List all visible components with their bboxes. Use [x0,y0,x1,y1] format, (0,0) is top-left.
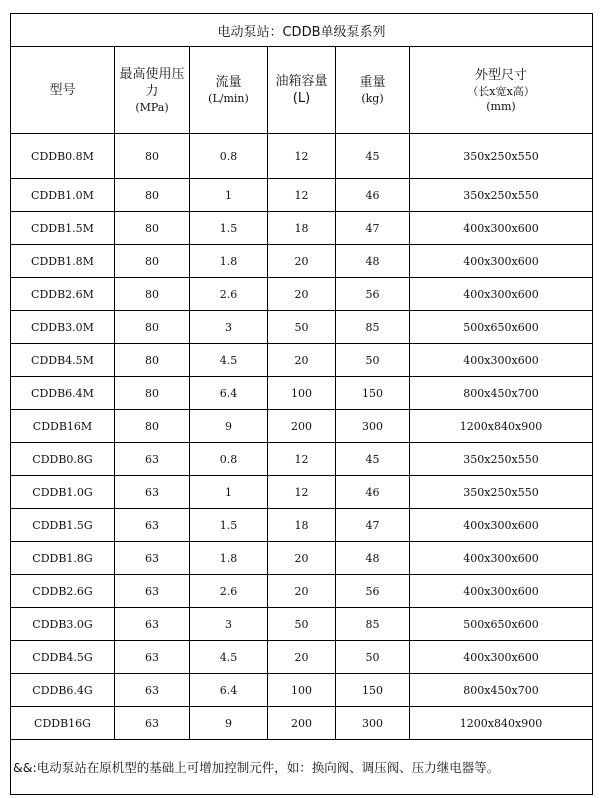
cell-flow: 2.6 [190,278,268,311]
cell-model: CDDB1.5G [11,509,115,542]
cell-model: CDDB2.6G [11,575,115,608]
header-pressure-unit: (MPa) [135,100,169,114]
cell-weight: 45 [336,134,410,179]
header-dimensions-label: 外型尺寸 [474,67,527,83]
table-row [11,179,593,212]
cell-dimensions: 350x250x550 [410,443,593,476]
cell-dimensions: 800x450x700 [410,674,593,707]
cell-pressure: 63 [115,608,190,641]
cell-tank: 20 [268,542,336,575]
cell-dimensions: 400x300x600 [410,245,593,278]
cell-weight: 300 [336,410,410,443]
cell-dimensions: 400x300x600 [410,575,593,608]
cell-dimensions: 400x300x600 [410,212,593,245]
table-row [11,443,593,476]
cell-dimensions: 400x300x600 [410,509,593,542]
cell-model: CDDB1.5M [11,212,115,245]
spec-table [10,13,593,795]
cell-weight: 48 [336,245,410,278]
header-weight-unit: (kg) [361,92,384,105]
cell-weight: 47 [336,509,410,542]
cell-tank: 100 [268,674,336,707]
cell-pressure: 80 [115,134,190,179]
cell-dimensions: 350x250x550 [410,179,593,212]
table-row [11,476,593,509]
table-row [11,344,593,377]
header-tank-label: 油箱容量(L) [275,74,328,106]
table-row [11,134,593,179]
cell-tank: 20 [268,344,336,377]
cell-dimensions: 400x300x600 [410,344,593,377]
cell-pressure: 80 [115,344,190,377]
cell-pressure: 80 [115,410,190,443]
cell-tank: 20 [268,245,336,278]
cell-weight: 56 [336,575,410,608]
header-pressure-label: 最高使用压力 [119,66,185,99]
header-flow-unit: (L/min) [208,92,249,105]
header-dimensions [410,47,593,134]
cell-model: CDDB1.8M [11,245,115,278]
cell-tank: 50 [268,311,336,344]
cell-weight: 50 [336,344,410,377]
cell-weight: 46 [336,476,410,509]
cell-tank: 200 [268,410,336,443]
cell-dimensions: 350x250x550 [410,476,593,509]
table-row [11,608,593,641]
cell-model: CDDB2.6M [11,278,115,311]
cell-pressure: 63 [115,641,190,674]
cell-model: CDDB0.8G [11,443,115,476]
cell-pressure: 80 [115,212,190,245]
cell-weight: 300 [336,707,410,740]
cell-flow: 1.5 [190,509,268,542]
cell-pressure: 63 [115,443,190,476]
table-title: 电动泵站：CDDB单级泵系列 [11,14,593,47]
header-row [11,47,593,134]
cell-dimensions: 500x650x600 [410,608,593,641]
header-pressure [115,47,190,134]
cell-flow: 3 [190,311,268,344]
cell-pressure: 63 [115,542,190,575]
cell-tank: 20 [268,575,336,608]
cell-tank: 12 [268,476,336,509]
cell-dimensions: 1200x840x900 [410,410,593,443]
cell-dimensions: 400x300x600 [410,278,593,311]
cell-pressure: 80 [115,179,190,212]
header-flow [190,47,268,134]
cell-flow: 1.5 [190,212,268,245]
cell-weight: 150 [336,377,410,410]
cell-weight: 85 [336,311,410,344]
header-model-label: 型号 [49,82,76,98]
table-row [11,410,593,443]
cell-pressure: 63 [115,674,190,707]
cell-dimensions: 800x450x700 [410,377,593,410]
cell-flow: 4.5 [190,344,268,377]
cell-pressure: 80 [115,311,190,344]
cell-model: CDDB16M [11,410,115,443]
cell-model: CDDB6.4M [11,377,115,410]
cell-model: CDDB3.0G [11,608,115,641]
table-row [11,575,593,608]
cell-weight: 50 [336,641,410,674]
header-flow-label: 流量 [215,75,242,90]
cell-dimensions: 400x300x600 [410,542,593,575]
cell-flow: 1.8 [190,542,268,575]
cell-model: CDDB16G [11,707,115,740]
cell-weight: 46 [336,179,410,212]
cell-flow: 9 [190,410,268,443]
cell-flow: 6.4 [190,377,268,410]
cell-tank: 200 [268,707,336,740]
cell-dimensions: 500x650x600 [410,311,593,344]
table-row [11,377,593,410]
cell-tank: 12 [268,179,336,212]
footnote: &&:电动泵站在原机型的基础上可增加控制元件，如：换向阀、调压阀、压力继电器等。 [11,740,593,795]
table-row [11,212,593,245]
cell-tank: 18 [268,212,336,245]
cell-pressure: 63 [115,509,190,542]
cell-flow: 1 [190,179,268,212]
cell-tank: 100 [268,377,336,410]
cell-pressure: 63 [115,476,190,509]
table-row [11,542,593,575]
cell-tank: 18 [268,509,336,542]
cell-pressure: 63 [115,707,190,740]
header-dimensions-unit: (mm) [486,99,516,113]
cell-flow: 1 [190,476,268,509]
cell-model: CDDB4.5G [11,641,115,674]
cell-model: CDDB1.0G [11,476,115,509]
cell-model: CDDB1.8G [11,542,115,575]
header-model [11,47,115,134]
header-weight [336,47,410,134]
cell-dimensions: 400x300x600 [410,641,593,674]
cell-tank: 20 [268,278,336,311]
cell-flow: 3 [190,608,268,641]
cell-weight: 56 [336,278,410,311]
cell-pressure: 63 [115,575,190,608]
cell-flow: 2.6 [190,575,268,608]
cell-weight: 150 [336,674,410,707]
cell-flow: 6.4 [190,674,268,707]
cell-weight: 45 [336,443,410,476]
header-dimensions-sub: （长x宽x高） [467,84,535,98]
cell-model: CDDB1.0M [11,179,115,212]
cell-tank: 12 [268,134,336,179]
cell-weight: 85 [336,608,410,641]
table-row [11,641,593,674]
header-tank [268,47,336,134]
table-row [11,278,593,311]
cell-flow: 0.8 [190,134,268,179]
cell-weight: 47 [336,212,410,245]
cell-weight: 48 [336,542,410,575]
cell-pressure: 80 [115,278,190,311]
cell-flow: 1.8 [190,245,268,278]
cell-pressure: 80 [115,245,190,278]
cell-tank: 50 [268,608,336,641]
cell-flow: 9 [190,707,268,740]
cell-pressure: 80 [115,377,190,410]
cell-dimensions: 1200x840x900 [410,707,593,740]
cell-model: CDDB6.4G [11,674,115,707]
cell-model: CDDB0.8M [11,134,115,179]
cell-tank: 20 [268,641,336,674]
cell-flow: 0.8 [190,443,268,476]
table-row [11,509,593,542]
header-weight-label: 重量 [359,75,386,90]
cell-dimensions: 350x250x550 [410,134,593,179]
cell-model: CDDB4.5M [11,344,115,377]
table-row [11,707,593,740]
cell-tank: 12 [268,443,336,476]
cell-flow: 4.5 [190,641,268,674]
table-row [11,245,593,278]
cell-model: CDDB3.0M [11,311,115,344]
table-row [11,311,593,344]
table-row [11,674,593,707]
